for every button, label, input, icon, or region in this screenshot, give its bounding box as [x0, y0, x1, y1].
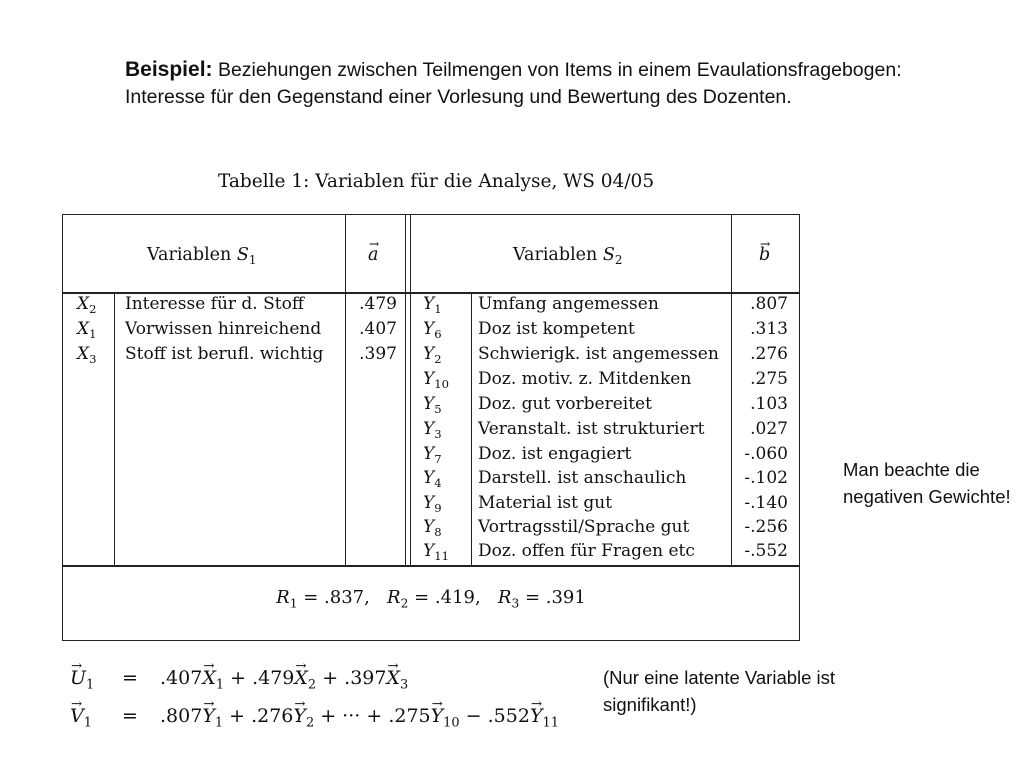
s2-desc: Doz ist kompetent: [478, 319, 635, 339]
header-variables-s1: Variablen $S_1$: [147, 245, 257, 268]
s2-desc: Darstell. ist anschaulich: [478, 468, 687, 488]
s2-desc: Schwierigk. ist angemessen: [478, 344, 719, 364]
s2-var-y7: $Y_7$: [423, 444, 442, 467]
s2-weight: .276: [750, 344, 788, 364]
table-col-rule: [114, 292, 115, 565]
intro-label: Beispiel:: [125, 58, 213, 81]
s1-weight: .407: [359, 319, 397, 339]
s2-weight: .103: [750, 394, 788, 414]
variables-table: [62, 214, 800, 641]
s2-weight: .275: [750, 369, 788, 389]
s2-weight: .807: [750, 294, 788, 314]
s1-desc: Stoff ist berufl. wichtig: [125, 344, 324, 364]
s2-weight: -.060: [744, 444, 788, 464]
equation-v1-equals: =: [122, 705, 138, 727]
s2-desc: Veranstalt. ist strukturiert: [478, 419, 705, 439]
equation-v1: → $V_1$: [70, 705, 92, 727]
s2-var-y11: $Y_{11}$: [423, 541, 449, 564]
s1-var-x1: $X_1$: [77, 319, 97, 342]
s2-desc: Umfang angemessen: [478, 294, 659, 314]
equation-v1-rhs: $.807\to Y_1 + .276\to Y_2$ + ··· + $.275\to Y_{10} - .552\to Y_{11}$: [160, 705, 559, 727]
intro-paragraph: [125, 56, 915, 111]
s2-weight: .027: [750, 419, 788, 439]
s2-desc: Doz. offen für Fragen etc: [478, 541, 695, 561]
s2-weight: -.140: [744, 493, 788, 513]
s2-var-y10: $Y_{10}$: [423, 369, 449, 392]
table-col-rule: [471, 292, 472, 565]
s2-desc: Doz. ist engagiert: [478, 444, 632, 464]
s2-var-y8: $Y_8$: [423, 517, 442, 540]
header-a-vector: → a: [368, 245, 378, 265]
s1-var-x3: $X_3$: [77, 344, 97, 367]
intro-text: Beziehungen zwischen Teilmengen von Items in einem Evaulationsfragebogen: Interesse für den Gegenstand einer Vorlesung und Bewertung des Dozenten.: [125, 59, 902, 108]
s2-desc: Doz. motiv. z. Mitdenken: [478, 369, 692, 389]
s1-desc: Vorwissen hinreichend: [125, 319, 322, 339]
table-col-rule: [345, 215, 346, 565]
table-col-rule: [405, 215, 406, 565]
s2-weight: -.102: [744, 468, 788, 488]
header-variables-s2: Variablen $S_2$: [513, 245, 623, 268]
s1-var-x2: $X_2$: [77, 294, 97, 317]
table-col-rule: [410, 215, 411, 565]
s2-desc: Doz. gut vorbereitet: [478, 394, 652, 414]
s1-weight: .397: [359, 344, 397, 364]
table-col-rule: [731, 215, 732, 565]
s2-weight: .313: [750, 319, 788, 339]
table-footer-rule: [63, 565, 799, 567]
s1-weight: .479: [359, 294, 397, 314]
s2-var-y4: $Y_4$: [423, 468, 442, 491]
s2-weight: -.552: [744, 541, 788, 561]
s2-var-y3: $Y_3$: [423, 419, 442, 442]
s2-var-y5: $Y_5$: [423, 394, 442, 417]
s2-desc: Vortragsstil/Sprache gut: [478, 517, 690, 537]
equation-u1: → $U_1$: [70, 667, 94, 689]
s1-desc: Interesse für d. Stoff: [125, 294, 304, 314]
s2-var-y6: $Y_6$: [423, 319, 442, 342]
table-caption: Tabelle 1: Variablen für die Analyse, WS 04/05: [218, 171, 655, 192]
s2-desc: Material ist gut: [478, 493, 613, 513]
equation-u1-equals: =: [122, 667, 138, 689]
s2-weight: -.256: [744, 517, 788, 537]
s2-var-y2: $Y_2$: [423, 344, 442, 367]
canonical-correlations: $R_1 = .837$, $R_2 = .419$, $R_3 = .391$: [276, 587, 586, 611]
note-negative-weights: Man beachte die negativen Gewichte!: [843, 459, 1011, 507]
equation-u1-rhs: $.407\to X_1 + .479\to X_2 + .397\to X_3$: [160, 667, 408, 689]
s2-var-y1: $Y_1$: [423, 294, 442, 317]
s2-var-y9: $Y_9$: [423, 493, 442, 516]
header-b-vector: → b: [759, 245, 770, 265]
note-latent-variable: (Nur eine latente Variable ist signifikant!): [603, 667, 836, 715]
